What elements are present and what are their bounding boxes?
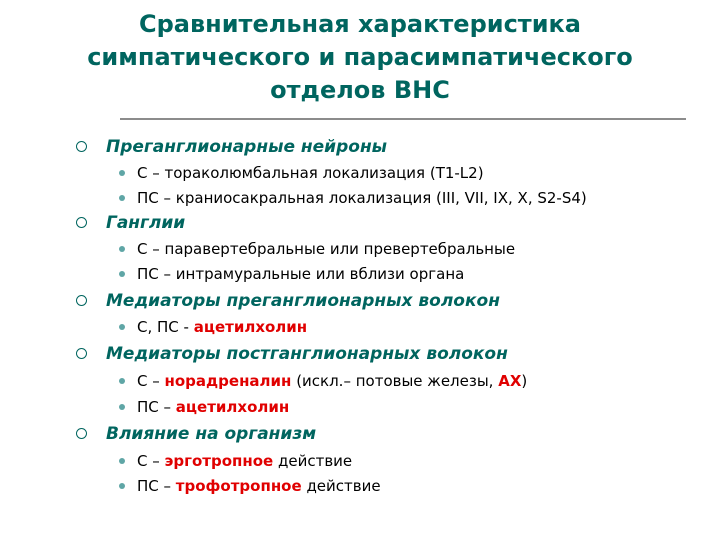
item-text: ) — [521, 372, 528, 390]
list-item — [137, 372, 527, 390]
highlight-text: эрготропное — [164, 452, 274, 470]
list-item — [137, 318, 307, 336]
section-heading — [106, 137, 387, 157]
heading-text: Медиаторы постганглионарных волокон — [106, 344, 508, 364]
title-line-1: Сравнительная характеристика — [138, 10, 582, 38]
list-item — [137, 265, 464, 283]
highlight-text: норадреналин — [164, 372, 292, 390]
circle-bullet-icon — [76, 217, 87, 228]
item-text: ПС – интрамуральные или вблизи органа — [137, 265, 465, 283]
item-text: действие — [273, 452, 353, 470]
item-text: С – — [137, 372, 165, 390]
dot-bullet-icon — [119, 404, 125, 410]
item-text: ПС – — [137, 398, 176, 416]
heading-text: Влияние на организм — [106, 424, 317, 444]
title-line-2: симпатического и парасимпатического — [87, 43, 633, 71]
highlight-text: ацетилхолин — [193, 318, 308, 336]
item-text: действие — [301, 477, 381, 495]
item-text: С – тораколюмбальная локализация (T1-L2) — [137, 164, 484, 182]
list-item — [137, 240, 515, 258]
dot-bullet-icon — [119, 170, 125, 176]
dot-bullet-icon — [119, 195, 125, 201]
list-item — [137, 477, 381, 495]
section-heading — [106, 213, 185, 233]
dot-bullet-icon — [119, 458, 125, 464]
section-heading — [106, 424, 316, 444]
list-item — [137, 189, 587, 207]
highlight-text: трофотропное — [175, 477, 302, 495]
item-text: С – паравертебральные или превертебральные — [137, 240, 516, 258]
list-item — [137, 452, 352, 470]
circle-bullet-icon — [76, 295, 87, 306]
item-text: С – — [137, 452, 165, 470]
item-text: С, ПС - — [137, 318, 194, 336]
item-text: ПС – краниосакральная локализация (III, VII, IX, X, S2-S4) — [137, 189, 587, 207]
title-line-3: отделов ВНС — [270, 76, 450, 104]
heading-text: Преганглионарные нейроны — [106, 137, 388, 157]
list-item — [137, 398, 289, 416]
highlight-text: АХ — [498, 372, 522, 390]
dot-bullet-icon — [119, 324, 125, 330]
item-text: ПС – — [137, 477, 176, 495]
circle-bullet-icon — [76, 428, 87, 439]
circle-bullet-icon — [76, 348, 87, 359]
item-text: (искл.– потовые железы, — [291, 372, 499, 390]
circle-bullet-icon — [76, 141, 87, 152]
heading-text: Ганглии — [106, 213, 186, 233]
dot-bullet-icon — [119, 271, 125, 277]
heading-text: Медиаторы преганглионарных волокон — [106, 291, 500, 311]
dot-bullet-icon — [119, 378, 125, 384]
dot-bullet-icon — [119, 246, 125, 252]
highlight-text: ацетилхолин — [175, 398, 290, 416]
section-heading — [106, 291, 500, 311]
list-item — [137, 164, 484, 182]
dot-bullet-icon — [119, 483, 125, 489]
section-heading — [106, 344, 508, 364]
